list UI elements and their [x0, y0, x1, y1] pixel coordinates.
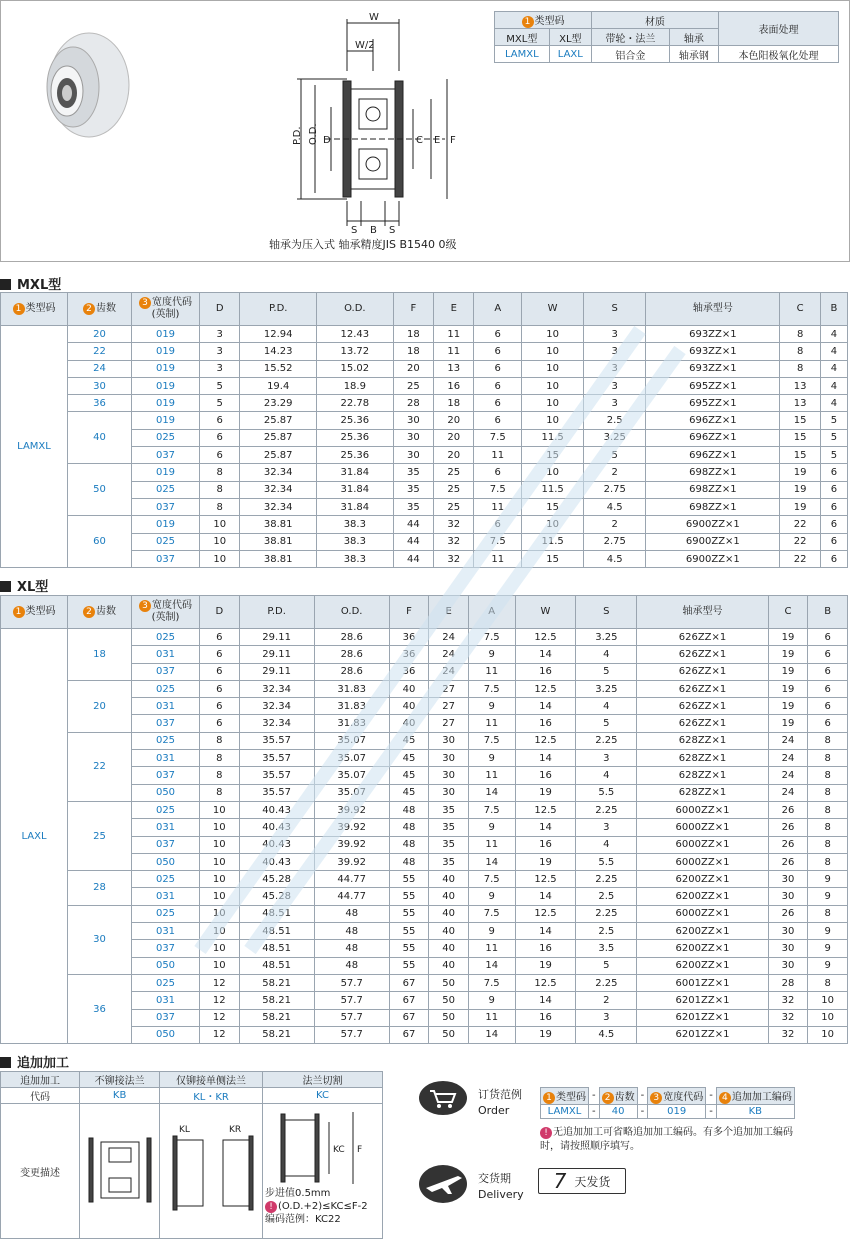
col-2: O.D.	[317, 293, 394, 326]
dim-d: D	[323, 135, 331, 146]
mat-v-bearing: 轴承钢	[669, 46, 718, 63]
extra-process-table	[0, 1071, 383, 1239]
mat-h-mxl: MXL型	[495, 29, 550, 46]
spec-row: 050 8 35.57 35.07 45 30 14 19 5.5 628ZZ×1 24 8	[1, 784, 848, 801]
col-teeth: 2 齿数	[68, 293, 132, 326]
mat-h-material: 材质	[592, 12, 719, 29]
spec-row: 031 6 29.11 28.6 36 24 9 14 4 626ZZ×1 19 6	[1, 646, 848, 663]
col-2: O.D.	[314, 596, 389, 629]
col-width: 3 宽度代码 (英制)	[132, 596, 200, 629]
spec-row: 025 8 32.34 31.84 35 25 7.5 11.5 2.75 698ZZ×1 19 6	[1, 481, 848, 498]
col-type: 1 类型码	[1, 293, 68, 326]
cart-icon	[418, 1080, 468, 1116]
spec-row: 037 8 35.57 35.07 45 30 11 16 4 628ZZ×1 24 8	[1, 767, 848, 784]
mat-h-surface: 表面处理	[719, 12, 839, 46]
extra-section-title: 追加加工	[0, 1052, 69, 1071]
teeth-count: 30	[68, 377, 132, 394]
mat-v-belt: 铝合金	[592, 46, 670, 63]
teeth-count: 25	[68, 801, 132, 870]
spec-row: 031 10 45.28 44.77 55 40 9 14 2.5 6200ZZ×1 30 9	[1, 888, 848, 905]
mxl-spec-table	[0, 292, 848, 568]
teeth-count: 20	[68, 680, 132, 732]
extra-code-kc: KC	[263, 1088, 383, 1104]
xl-spec-table	[0, 595, 848, 1044]
kb-drawing	[80, 1104, 160, 1239]
extra-code-klkr: KL・KR	[160, 1088, 263, 1104]
spec-row: 037 6 25.87 25.36 30 20 11 15 5 696ZZ×1 15 5	[1, 447, 848, 464]
spec-row: 22 025 8 35.57 35.07 45 30 7.5 12.5 2.25 628ZZ×1 24 8	[1, 732, 848, 749]
col-5: A	[474, 293, 522, 326]
product-overview	[0, 0, 850, 262]
order-subtitle: Order	[478, 1104, 510, 1117]
spec-row: 60 019 10 38.81 38.3 44 32 6 10 2 6900ZZ×1 22 6	[1, 516, 848, 533]
dim-f: F	[450, 135, 456, 146]
spec-row: 037 6 32.34 31.83 40 27 11 16 5 626ZZ×1 19 6	[1, 715, 848, 732]
ord-v3: 019	[648, 1105, 706, 1119]
pulley-dimension-drawing	[285, 11, 475, 236]
spec-row: 36 025 12 58.21 57.7 67 50 7.5 12.5 2.25 6001ZZ×1 28 8	[1, 974, 848, 991]
spec-row: 037 8 32.34 31.84 35 25 11 15 4.5 698ZZ×1 19 6	[1, 498, 848, 515]
spec-row: 037 10 40.43 39.92 48 35 11 16 4 6000ZZ×1 26 8	[1, 836, 848, 853]
svg-text:KR: KR	[229, 1124, 242, 1135]
col-3: F	[389, 596, 429, 629]
col-9: C	[768, 596, 808, 629]
spec-row: 50 019 8 32.34 31.84 35 25 6 10 2 698ZZ×1 19 6	[1, 464, 848, 481]
spec-row: 037 10 48.51 48 55 40 11 16 3.5 6200ZZ×1 30 9	[1, 940, 848, 957]
spec-row: 050 12 58.21 57.7 67 50 14 19 4.5 6201ZZ×1 32 10	[1, 1026, 848, 1043]
kc-example: 编码范例：KC22	[265, 1214, 341, 1225]
svg-text:KL: KL	[179, 1124, 190, 1135]
teeth-count: 24	[68, 360, 132, 377]
dim-c: C	[416, 135, 423, 146]
extra-code-kb: KB	[80, 1088, 160, 1104]
col-10: B	[820, 293, 847, 326]
plane-icon	[418, 1164, 468, 1204]
spec-row: 25 025 10 40.43 39.92 48 35 7.5 12.5 2.25 6000ZZ×1 26 8	[1, 801, 848, 818]
mat-h-belt: 带轮・法兰	[592, 29, 670, 46]
order-section	[418, 1080, 848, 1240]
col-6: W	[515, 596, 576, 629]
spec-row: 037 10 38.81 38.3 44 32 11 15 4.5 6900ZZ×1 22 6	[1, 550, 848, 567]
col-7: S	[576, 596, 637, 629]
mat-h-type: 1 类型码	[495, 12, 592, 29]
order-note: ! 无追加加工可省略追加加工编码。有多个追加加工编码 时，请按照顺序填写。	[540, 1127, 793, 1152]
delivery-title: 交货期	[478, 1172, 511, 1185]
bearing-note: 轴承为压入式 轴承精度JIS B1540 0级	[269, 238, 457, 251]
spec-row: 031 12 58.21 57.7 67 50 9 14 2 6201ZZ×1 32 10	[1, 992, 848, 1009]
kc-cell	[263, 1104, 383, 1239]
spec-row: 30 019 5 19.4 18.9 25 16 6 10 3 695ZZ×1 13 4	[1, 377, 848, 394]
spec-row: 40 019 6 25.87 25.36 30 20 6 10 2.5 696ZZ×1 15 5	[1, 412, 848, 429]
col-8: 轴承型号	[646, 293, 780, 326]
extra-h3: 仅铆接单侧法兰	[160, 1072, 263, 1088]
spec-row: 025 10 38.81 38.3 44 32 7.5 11.5 2.75 6900ZZ×1 22 6	[1, 533, 848, 550]
col-type: 1 类型码	[1, 596, 68, 629]
spec-row: 050 10 40.43 39.92 48 35 14 19 5.5 6000ZZ×1 26 8	[1, 853, 848, 870]
ord-h3: 3 宽度代码	[648, 1088, 706, 1105]
teeth-count: 50	[68, 464, 132, 516]
spec-row: LAMXL 20 019 3 12.94 12.43 18 11 6 10 3 693ZZ×1 8 4	[1, 326, 848, 343]
dim-b: B	[370, 225, 377, 236]
delivery-subtitle: Delivery	[478, 1188, 524, 1201]
spec-row: 30 025 10 48.51 48 55 40 7.5 12.5 2.25 6000ZZ×1 26 8	[1, 905, 848, 922]
order-example-table: 1 类型码 - 2 齿数 - 3 宽度代码 - 4 追加加工编码 LAMXL - 40 - 019 - KB	[540, 1087, 795, 1119]
spec-row: 24 019 3 15.52 15.02 20 13 6 10 3 693ZZ×1 8 4	[1, 360, 848, 377]
teeth-count: 22	[68, 732, 132, 801]
mat-h-bearing: 轴承	[669, 29, 718, 46]
teeth-count: 36	[68, 395, 132, 412]
dim-s1: S	[351, 225, 358, 236]
spec-row: 050 10 48.51 48 55 40 14 19 5 6200ZZ×1 30 9	[1, 957, 848, 974]
spec-row: 031 6 32.34 31.83 40 27 9 14 4 626ZZ×1 19 6	[1, 698, 848, 715]
spec-row: 22 019 3 14.23 13.72 18 11 6 10 3 693ZZ×1 8 4	[1, 343, 848, 360]
extra-desc-label: 变更描述	[1, 1104, 80, 1239]
mat-v-xl: LAXL	[549, 46, 591, 63]
teeth-count: 60	[68, 516, 132, 568]
extra-h1: 追加加工	[1, 1072, 80, 1088]
spec-row: 36 019 5 23.29 22.78 28 18 6 10 3 695ZZ×1 13 4	[1, 395, 848, 412]
type-code: LAMXL	[1, 326, 68, 568]
teeth-count: 22	[68, 343, 132, 360]
col-teeth: 2 齿数	[68, 596, 132, 629]
klkr-drawing	[160, 1104, 263, 1239]
teeth-count: 18	[68, 629, 132, 681]
order-title: 订货范例	[478, 1088, 522, 1101]
dim-pd: P.D.	[292, 126, 303, 145]
ord-h4: 4 追加加工编码	[716, 1088, 794, 1105]
dim-w: W	[369, 12, 379, 23]
col-4: E	[434, 293, 474, 326]
teeth-count: 28	[68, 871, 132, 906]
spec-row: 031 10 48.51 48 55 40 9 14 2.5 6200ZZ×1 30 9	[1, 923, 848, 940]
extra-h4: 法兰切割	[263, 1072, 383, 1088]
mat-v-surface: 本色阳极氧化处理	[719, 46, 839, 63]
teeth-count: 36	[68, 974, 132, 1043]
ord-v1: LAMXL	[541, 1105, 589, 1119]
pulley-photo	[27, 23, 131, 143]
col-width: 3 宽度代码 (英制)	[132, 293, 200, 326]
spec-row: 28 025 10 45.28 44.77 55 40 7.5 12.5 2.25 6200ZZ×1 30 9	[1, 871, 848, 888]
spec-row: 20 025 6 32.34 31.83 40 27 7.5 12.5 3.25 626ZZ×1 19 6	[1, 680, 848, 697]
type-code: LAXL	[1, 629, 68, 1044]
delivery-badge: 7 天发货	[538, 1168, 626, 1194]
ord-h1: 1 类型码	[541, 1088, 589, 1105]
spec-row: 025 6 25.87 25.36 30 20 7.5 11.5 3.25 696ZZ×1 15 5	[1, 429, 848, 446]
teeth-count: 30	[68, 905, 132, 974]
extra-code-label: 代码	[1, 1088, 80, 1104]
dim-e: E	[434, 135, 441, 146]
spec-row: 031 10 40.43 39.92 48 35 9 14 3 6000ZZ×1 26 8	[1, 819, 848, 836]
material-table	[494, 11, 839, 63]
dim-w2: W/2	[355, 40, 375, 51]
ord-v2: 40	[599, 1105, 637, 1119]
col-6: W	[522, 293, 584, 326]
spec-row: 031 8 35.57 35.07 45 30 9 14 3 628ZZ×1 24 8	[1, 750, 848, 767]
teeth-count: 40	[68, 412, 132, 464]
col-1: P.D.	[240, 293, 317, 326]
col-4: E	[429, 596, 469, 629]
dim-s2: S	[389, 225, 396, 236]
col-3: F	[393, 293, 433, 326]
xl-section-title: XL型	[0, 576, 48, 595]
mat-h-xl: XL型	[549, 29, 591, 46]
kc-step: 步进值0.5mm	[265, 1188, 331, 1199]
mat-v-mxl: LAMXL	[495, 46, 550, 63]
spec-row: LAXL 18 025 6 29.11 28.6 36 24 7.5 12.5 3.25 626ZZ×1 19 6	[1, 629, 848, 646]
mxl-section-title: MXL型	[0, 274, 61, 293]
ord-v4: KB	[716, 1105, 794, 1119]
col-8: 轴承型号	[637, 596, 768, 629]
svg-text:KC: KC	[333, 1145, 345, 1155]
svg-text:F: F	[357, 1145, 363, 1155]
dim-od: O.D.	[308, 123, 319, 145]
kc-cond: ! (O.D.+2)≤KC≤F-2	[265, 1200, 380, 1213]
col-10: B	[808, 596, 848, 629]
col-0: D	[200, 596, 240, 629]
col-9: C	[780, 293, 820, 326]
spec-row: 037 6 29.11 28.6 36 24 11 16 5 626ZZ×1 19 6	[1, 663, 848, 680]
col-0: D	[200, 293, 240, 326]
teeth-count: 20	[68, 326, 132, 343]
col-1: P.D.	[239, 596, 314, 629]
col-7: S	[584, 293, 646, 326]
spec-row: 037 12 58.21 57.7 67 50 11 16 3 6201ZZ×1 32 10	[1, 1009, 848, 1026]
ord-h2: 2 齿数	[599, 1088, 637, 1105]
extra-h2: 不铆接法兰	[80, 1072, 160, 1088]
col-5: A	[468, 596, 515, 629]
